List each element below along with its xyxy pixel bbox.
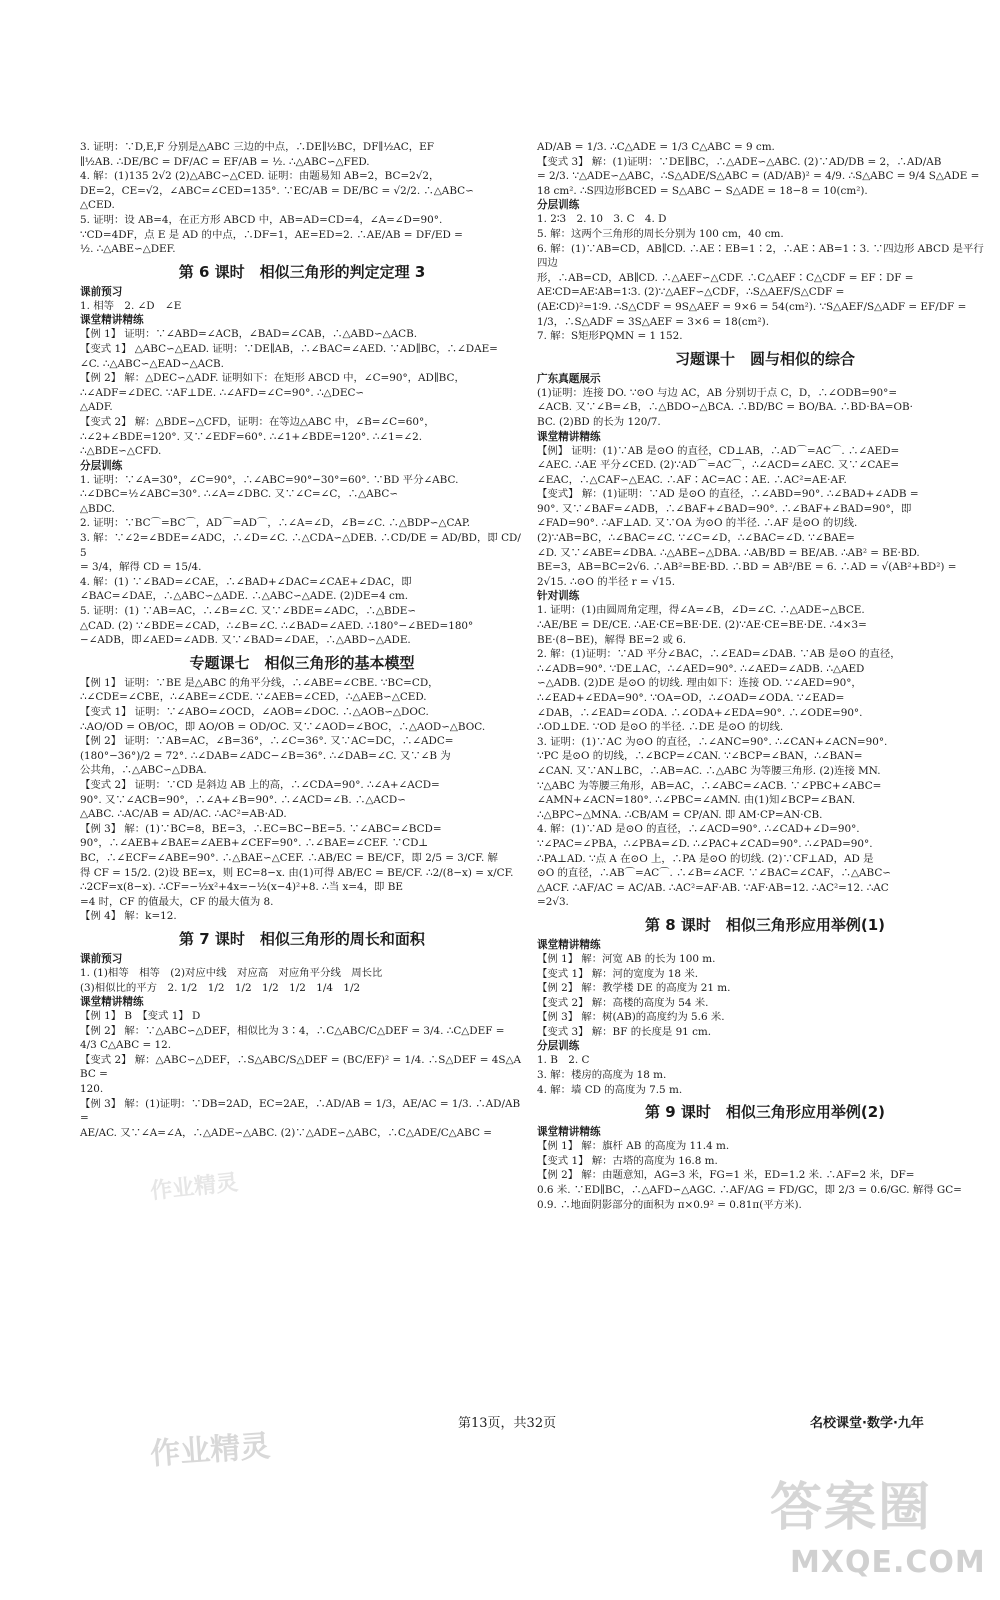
answer-line: 【例 1】 证明：∵∠ABD=∠ACB，∠BAD=∠CAB，∴△ABD∽△ACB. bbox=[80, 328, 418, 341]
answer-line: 【例 2】 证明：∵AB=AC，∠B=36°，∴∠C=36°. 又∵AC=DC，∴∠ADC= bbox=[80, 735, 454, 748]
watermark-logo-url: MXQE.COM bbox=[790, 1545, 986, 1580]
answer-line: ∴OD⊥DE. ∵OD 是⊙O 的半径. ∴DE 是⊙O 的切线. bbox=[537, 721, 784, 734]
answer-line: (AE∶CD)²=1∶9. ∴S△CDF = 9S△AEF = 9×6 = 54(cm²). ∵S△AEF/S△ADF = EF/DF = bbox=[537, 300, 967, 313]
answer-line: 5. 证明：设 AB=4，在正方形 ABCD 中，AB=AD=CD=4，∠A=∠D=90°. bbox=[80, 213, 443, 226]
answer-line: 【例 3】 解：(1)∵BC=8，BE=3，∴EC=BC−BE=5. ∵∠ABC=∠BCD= bbox=[80, 822, 442, 835]
subsection-label: 课堂精讲精练 bbox=[537, 1126, 601, 1139]
answer-line: 2. 证明：∵BC⌒=BC⌒，AD⌒=AD⌒，∴∠A=∠D，∠B=∠C. ∴△BDP∽△CAP. bbox=[80, 517, 471, 530]
answer-line: BE·(8−BE)，解得 BE=2 或 6. bbox=[537, 633, 687, 646]
answer-line: 【变式 3】 解：(1)证明：∵DE∥BC，∴△ADE∽△ABC. (2)∵AD/DB = 2，∴AD/AB bbox=[537, 155, 942, 168]
answer-line: ∴∠CDE=∠CBE，∴∠ABE=∠CDE. ∵∠AEB=∠CED，∴△AEB∽△CED. bbox=[80, 691, 427, 704]
section-title: 专题课七 相似三角形的基本模型 bbox=[189, 653, 415, 672]
answer-line: ∥½AB. ∴DE/BC = DF/AC = EF/AB = ½. ∴△ABC∽△FED. bbox=[80, 155, 370, 168]
answer-line: 3. 解：楼房的高度为 18 m. bbox=[537, 1069, 667, 1082]
answer-line: 4/3 C△ABC = 12. bbox=[80, 1039, 172, 1052]
answer-line: ∴△BDE∽△CFD. bbox=[80, 445, 162, 458]
page-number: 第13页，共32页 bbox=[458, 1416, 557, 1431]
answer-line: =4 时，CF 的值最大，CF 的最大值为 8. bbox=[80, 895, 274, 908]
answer-line: 【变式 2】 证明：∵CD 是斜边 AB 上的高，∴∠CDA=90°. ∴∠A+∠ACD= bbox=[80, 778, 440, 791]
answer-line: ∠FAD=90°. ∴AF⊥AD. 又∵OA 为⊙O 的半径. ∴AF 是⊙O 的切线. bbox=[537, 517, 858, 530]
section-title: 第 7 课时 相似三角形的周长和面积 bbox=[179, 929, 425, 948]
answer-line: 1. 证明：∵∠A=30°，∠C=90°，∴∠ABC=90°−30°=60°. ∵BD 平分∠ABC. bbox=[80, 473, 459, 486]
answer-column-right bbox=[537, 140, 993, 1212]
answer-line: 【变式 2】 解：△ABC∽△DEF，∴S△ABC/S△DEF = (BC/EF)² = 1/4. ∴S△DEF = 4S△ABC = bbox=[80, 1053, 522, 1081]
subsection-label: 针对训练 bbox=[537, 590, 580, 603]
answer-line: 【例 3】 解：树(AB)的高度约为 5.6 米. bbox=[537, 1011, 725, 1024]
answer-line: AE∶CD=AE∶AB=1∶3. (2)∵△AEF∽△CDF，∴S△AEF/S△CDF = bbox=[537, 286, 845, 299]
subsection-label: 分层训练 bbox=[80, 459, 123, 472]
answer-line: 2. 解：(1)证明：∵AD 平分∠BAC，∴∠EAD=∠DAB. ∵AB 是⊙O 的直径， bbox=[537, 648, 901, 661]
answer-line: 【变式 1】 证明：∵∠ABO=∠OCD，∠AOB=∠DOC. ∴△AOB∽△DOC. bbox=[80, 706, 429, 718]
answer-line: 4. 解：(1) ∵∠BAD=∠CAE，∴∠BAD+∠DAC=∠CAE+∠DAC，即 bbox=[80, 575, 412, 588]
answer-line: ∴∠DBC=½∠ABC=30°. ∴∠A=∠DBC. 又∵∠C=∠C，∴△ABC∽ bbox=[80, 488, 399, 501]
answer-line: ∽△ADB. (2)DE 是⊙O 的切线. 理由如下：连接 OD. ∵∠AED=90°， bbox=[537, 677, 862, 690]
answer-line: ∠ACB. 又∵∠B=∠B，∴△BDO∽△BCA. ∴BD/BC = BO/BA. ∴BD·BA=OB· bbox=[537, 401, 913, 414]
answer-line: ∴AO/OD = OB/OC，即 AO/OB = OD/OC. 又∵∠AOD=∠BOC，∴△AOD∽△BOC. bbox=[80, 720, 486, 733]
answer-line: 【例】 证明：(1)∵AB 是⊙O 的直径，CD⊥AB，∴AD⌒=AC⌒. ∴∠AED= bbox=[537, 444, 900, 457]
answer-line: 【变式 2】 解：高楼的高度为 54 米. bbox=[537, 996, 709, 1009]
answer-line: 【例 2】 解：△DEC∽△ADF. 证明如下：在矩形 ABCD 中，∠C=90°，AD∥BC， bbox=[80, 372, 465, 385]
answer-line: 0.9. ∴地面阴影部分的面积为 π×0.9² = 0.81π(平方米). bbox=[537, 1198, 802, 1211]
answer-line: −∠ADB，即∠AED=∠ADB. 又∵∠BAD=∠DAE，∴△ABD∽△ADE. bbox=[80, 634, 411, 647]
answer-line: BC，∴∠ECF=∠ABE=90°. ∴△BAE∽△CEF. ∴AB/EC = BE/CF，即 2/5 = 3/CF. 解 bbox=[80, 851, 498, 864]
answer-line: =2√3. bbox=[537, 896, 569, 909]
answer-line: AE/AC. 又∵∠A=∠A，∴△ADE∽△ABC. (2)∵△ADE∽△ABC，∴C△ADE/C△ABC = bbox=[80, 1126, 492, 1139]
answer-line: ∠C. ∴△ABC∽△EAD∽△ACB. bbox=[80, 357, 224, 370]
answer-line: 【变式 1】 解：河的宽度为 18 米. bbox=[537, 967, 699, 980]
answer-line: 1. B 2. C bbox=[537, 1054, 590, 1067]
answer-line: 90°，∴∠AEB+∠BAE=∠AEB+∠CEF=90°. ∴∠BAE=∠CEF. ∵CD⊥ bbox=[80, 837, 429, 850]
answer-line: 得 CF = 15/2. (2)设 BE=x，则 EC=8−x. 由(1)可得 AB/EC = BE/CF. ∴2/(8−x) = x/CF. bbox=[80, 866, 514, 879]
section-title: 第 8 课时 相似三角形应用举例(1) bbox=[644, 915, 886, 934]
answer-line: DE=2，CE=√2，∠ABC=∠CED=135°. ∵EC/AB = DE/BC = √2/2. ∴△ABC∽ bbox=[80, 184, 474, 197]
answer-line: ½. ∴△ABE∽△DEF. bbox=[80, 243, 176, 256]
answer-line: ∠D. 又∵∠ABE=∠DBA. ∴△ABE∽△DBA. ∴AB/BD = BE/AB. ∴AB² = BE·BD. bbox=[537, 546, 920, 559]
answer-line: 【例 1】 解：旗杆 AB 的高度为 11.4 m. bbox=[537, 1140, 730, 1153]
answer-line: 【例 1】 B 【变式 1】 D bbox=[80, 1010, 201, 1023]
section-title: 第 9 课时 相似三角形应用举例(2) bbox=[644, 1103, 886, 1122]
answer-line: ∠BAC=∠DAE，∴△ABC∽△ADE. ∴△ABC∽△ADE. (2)DE=4 cm. bbox=[80, 590, 409, 603]
subsection-label: 课堂精讲精练 bbox=[80, 314, 144, 327]
answer-line: (2)∵AB=BC，∴∠BAC=∠C. ∵∠C=∠D，∴∠BAC=∠D. ∵∠BAE= bbox=[537, 532, 855, 545]
answer-line: 4. 解：(1)135 2√2 (2)△ABC∽△CED. 证明：由题易知 AB=2，BC=2√2， bbox=[80, 170, 440, 183]
answer-line: ∴△BPC∽△MNA. ∴CB/AM = CP/AN. 即 AM·CP=AN·CB. bbox=[537, 808, 823, 821]
answer-line: 3. 解：∵∠2=∠BDE=∠ADC，∴∠D=∠C. ∴△CDA∽△DEB. ∴CD/DE = AD/BD，即 CD/5 bbox=[80, 532, 521, 559]
answer-line: ∴∠ADF=∠DEC. ∵AF⊥DE. ∴∠AFD=∠C=90°. ∴△DEC∽ bbox=[80, 386, 365, 399]
answer-line: △CED. bbox=[80, 199, 115, 212]
answer-line: △ABC. ∴AC/AB = AD/AC. ∴AC²=AB·AD. bbox=[80, 808, 287, 821]
answer-line: ∠DAB，∴∠EAD=∠ODA. ∴∠ODA+∠EDA=90°. ∴∠ODE=90°. bbox=[537, 706, 863, 719]
subsection-label: 课前预习 bbox=[80, 952, 123, 965]
answer-line: BC. (2)BD 的长为 120/7. bbox=[537, 415, 661, 428]
answer-line: = 2/3. ∵△ADE∽△ABC，∴S△ADE/S△ABC = (AD/AB)² = 4/9. ∴S△ABC = 9/4 S△ADE = bbox=[537, 170, 980, 183]
answer-line: 【例 4】 解：k=12. bbox=[80, 910, 177, 923]
book-brand: 名校课堂·数学·九年 bbox=[810, 1416, 924, 1431]
subsection-label: 课堂精讲精练 bbox=[80, 996, 144, 1009]
answer-line: 5. 证明：(1) ∵AB=AC，∴∠B=∠C. 又∵∠BDE=∠ADC，∴△BDE∽ bbox=[80, 605, 417, 618]
watermark-logo-text: 答案圈 bbox=[770, 1478, 933, 1538]
answer-line: ∵△ABC 为等腰三角形，AB=AC，∴∠ABC=∠ACB. ∵∠PBC+∠ABC= bbox=[537, 779, 882, 792]
answer-line: 90°. 又∵∠ACB=90°，∴∠A+∠B=90°. ∴∠ACD=∠B. ∴△ACD∽ bbox=[80, 793, 406, 806]
answer-line: △CAD. (2) ∵∠BDE=∠CAD，∴∠B=∠C. ∴∠BAD=∠AED. ∴180°−∠BED=180° bbox=[80, 619, 474, 632]
answer-line: 1. 相等 2. ∠D ∠E bbox=[80, 299, 182, 312]
subsection-label: 课堂精讲精练 bbox=[537, 938, 601, 951]
answer-line: 公共角，∴△ABC∽△DBA. bbox=[80, 764, 207, 777]
section-title: 习题课十 圆与相似的综合 bbox=[674, 349, 855, 368]
answer-line: ∠AMN+∠ACN=180°. ∴∠PBC=∠AMN. 由(1)知∠BCP=∠BAN. bbox=[537, 794, 856, 807]
subsection-label: 分层训练 bbox=[537, 1040, 580, 1053]
answer-line: ∠CAN. 又∵AN⊥BC，∴AB=AC. ∴△ABC 为等腰三角形. (2)连接 MN. bbox=[537, 764, 881, 777]
answer-line: (1)证明：连接 DO. ∵⊙O 与边 AC，AB 分别切于点 C，D，∴∠ODB=90°= bbox=[537, 386, 898, 399]
answer-line: ∵CD=4DF，点 E 是 AD 的中点，∴DF=1，AE=ED=2. ∴AE/AB = DF/ED = bbox=[80, 228, 463, 241]
answer-line: 4. 解：(1)∵AD 是⊙O 的直径，∴∠ACD=90°. ∴∠CAD+∠D=90°. bbox=[537, 823, 860, 836]
answer-column-left bbox=[80, 140, 524, 1140]
answer-line: ∵∠PAC=∠PBA，∴∠PBA=∠D. ∴∠PAC+∠CAD=90°. ∴∠PAD=90°. bbox=[537, 837, 873, 850]
answer-line: AD/AB = 1/3. ∴C△ADE = 1/3 C△ABC = 9 cm. bbox=[537, 141, 775, 153]
answer-line: 【例 1】 证明：∵BE 是△ABC 的角平分线，∴∠ABE=∠CBE. ∵BC=CD， bbox=[80, 676, 439, 689]
answer-line: 1. 2∶3 2. 10 3. C 4. D bbox=[537, 213, 667, 226]
answer-line: 【例 3】 解：(1)证明：∵DB=2AD，EC=2AE，∴AD/AB = 1/3，AE/AC = 1/3. ∴AD/AB = bbox=[80, 1097, 521, 1125]
answer-line: 90°. 又∵∠BAF=∠ADB，∴∠BAF+∠BAD=90°. ∴∠BAF+∠BAD=90°，即 bbox=[537, 502, 912, 515]
answer-line: ∴2CF=x(8−x). ∴CF=−½x²+4x=−½(x−4)²+8. ∴当 x=4，即 BE bbox=[80, 881, 403, 894]
answer-line: (180°−36°)/2 = 72°. ∴∠DAB=∠ADC−∠B=36°. ∴∠DAB=∠C. 又∵∠B 为 bbox=[80, 749, 451, 762]
faint-watermark: 作业精灵 bbox=[149, 1170, 240, 1205]
answer-line: 形，∴AB=CD，AB∥CD. ∴△AEF∽△CDF. ∴C△AEF∶C△CDF = EF∶DF = bbox=[537, 271, 914, 284]
answer-line: 3. 证明：(1)∵AC 为⊙O 的直径，∴∠ANC=90°. ∴∠CAN+∠ACN=90°. bbox=[537, 735, 888, 748]
subsection-label: 分层训练 bbox=[537, 199, 580, 212]
answer-line: 【例 2】 解：∵△ABC∽△DEF，相似比为 3∶4，∴C△ABC/C△DEF = 3/4. ∴C△DEF = bbox=[80, 1024, 505, 1037]
answer-line: = 3/4，解得 CD = 15/4. bbox=[80, 561, 202, 574]
answer-line: ∴∠ADB=90°. ∵DE⊥AC，∴∠AED=90°. ∴∠AED=∠ADB. ∴△AED bbox=[537, 662, 865, 675]
answer-line: 4. 解：墙 CD 的高度为 7.5 m. bbox=[537, 1083, 683, 1096]
answer-line: 【例 2】 解：由题意知，AG=3 米，FG=1 米，ED=1.2 米. ∴AF=2 米，DF= bbox=[537, 1169, 915, 1182]
answer-line: 6. 解：(1)∵AB=CD，AB∥CD. ∴AE∶EB=1∶2，∴AE∶AB=1∶3. ∵四边形 ABCD 是平行四边 bbox=[537, 242, 984, 270]
answer-line: ∴PA⊥AD. ∵点 A 在⊙O 上，∴PA 是⊙O 的切线. (2)∵CF⊥AD，AD 是 bbox=[537, 852, 874, 865]
answer-line: 【变式 2】 解：△BDE∽△CFD，证明：在等边△ABC 中，∠B=∠C=60°， bbox=[80, 415, 435, 428]
answer-line: 1. 证明：(1)由圆周角定理，得∠A=∠B，∠D=∠C. ∴△ADE∽△BCE. bbox=[537, 604, 865, 617]
answer-line: 1. (1)相等 相等 (2)对应中线 对应高 对应角平分线 周长比 bbox=[80, 966, 383, 979]
answer-line: ∴∠EAD+∠EDA=90°. ∵OA=OD，∴∠OAD=∠ODA. ∵∠EAD= bbox=[537, 692, 845, 704]
answer-line: 1/3，∴S△ADF = 3S△AEF = 3×6 = 18(cm²). bbox=[537, 315, 770, 328]
answer-line: 【变式】 解：(1)证明：∵AD 是⊙O 的直径，∴∠ABD=90°. ∴∠BAD+∠ADB = bbox=[537, 488, 919, 501]
answer-line: ∴AE/BE = DE/CE. ∴AE·CE=BE·DE. (2)∵AE·CE=BE·DE. ∴4×3= bbox=[537, 619, 867, 632]
answer-line: ∴∠2+∠BDE=120°. 又∵∠EDF=60°. ∴∠1+∠BDE=120°. ∴∠1=∠2. bbox=[80, 430, 423, 443]
answer-line: △ADF. bbox=[80, 401, 113, 414]
answer-line: 2√15. ∴⊙O 的半径 r = √15. bbox=[537, 575, 676, 588]
answer-line: 【变式 1】 解：古塔的高度为 16.8 m. bbox=[537, 1154, 718, 1167]
watermark-logo bbox=[770, 1465, 986, 1585]
subsection-label: 广东真题展示 bbox=[537, 372, 601, 385]
answer-line: 5. 解：这两个三角形的周长分别为 100 cm，40 cm. bbox=[537, 227, 784, 240]
watermark-left: 作业精灵 bbox=[149, 1428, 272, 1473]
answer-line: 【例 2】 解：教学楼 DE 的高度为 21 m. bbox=[537, 982, 731, 995]
answer-line: ∠EAC，∴△CAF∽△EAC. ∴AF∶AC=AC∶AE. ∴AC²=AE·AF. bbox=[537, 473, 847, 486]
answer-line: △BDC. bbox=[80, 502, 115, 515]
subsection-label: 课堂精讲精练 bbox=[537, 430, 601, 443]
subsection-label: 课前预习 bbox=[80, 285, 123, 298]
answer-line: 0.6 米. ∵ED∥BC，∴△AFD∽△AGC. ∴AF/AG = FD/GC，即 2/3 = 0.6/GC. 解得 GC= bbox=[537, 1184, 962, 1197]
answer-line: 18 cm². ∴S四边形BCED = S△ABC − S△ADE = 18−8 = 10(cm²). bbox=[537, 184, 868, 197]
answer-line: ∠AEC. ∴AE 平分∠CED. (2)∵AD⌒=AC⌒，∴∠ACD=∠AEC. 又∵∠CAE= bbox=[537, 459, 900, 472]
answer-line: 【例 1】 解：河宽 AB 的长为 100 m. bbox=[537, 952, 716, 965]
answer-line: 【变式 3】 解：BF 的长度是 91 cm. bbox=[537, 1025, 712, 1038]
answer-line: BE=3，AB=BC=2√6. ∴AB²=BE·BD. ∴BD = AB²/BE = 6. ∴AD = √(AB²+BD²) = bbox=[537, 561, 957, 574]
answer-line: ∵PC 是⊙O 的切线，∴∠BCP=∠CAN. ∵∠BCP=∠BAN，∴∠BAN= bbox=[537, 750, 863, 763]
answer-line: 120. bbox=[80, 1083, 104, 1096]
answer-line: (3)相似比的平方 2. 1/2 1/2 1/2 1/2 1/2 1/4 1/2 bbox=[80, 981, 361, 994]
answer-line: 7. 解：S矩形PQMN = 1 152. bbox=[537, 330, 683, 343]
section-title: 第 6 课时 相似三角形的判定定理 3 bbox=[178, 262, 426, 281]
answer-line: △ACF. ∴AF/AC = AC/AB. ∴AC²=AF·AB. ∵AF·AB=12. ∴AC²=12. ∴AC bbox=[537, 881, 889, 894]
answer-line: ⊙O 的直径，∴AB⌒=AC⌒. ∴∠B=∠ACF. ∵∠BAC=∠CAF，∴△ABC∽ bbox=[537, 867, 891, 880]
answer-line: 【变式 1】 △ABC∽△EAD. 证明：∵DE∥AB，∴∠BAC=∠AED. ∵AD∥BC，∴∠DAE= bbox=[80, 342, 498, 355]
answer-line: 3. 证明：∵D,E,F 分别是△ABC 三边的中点，∴DE∥½BC，DF∥½AC，EF bbox=[80, 141, 434, 153]
